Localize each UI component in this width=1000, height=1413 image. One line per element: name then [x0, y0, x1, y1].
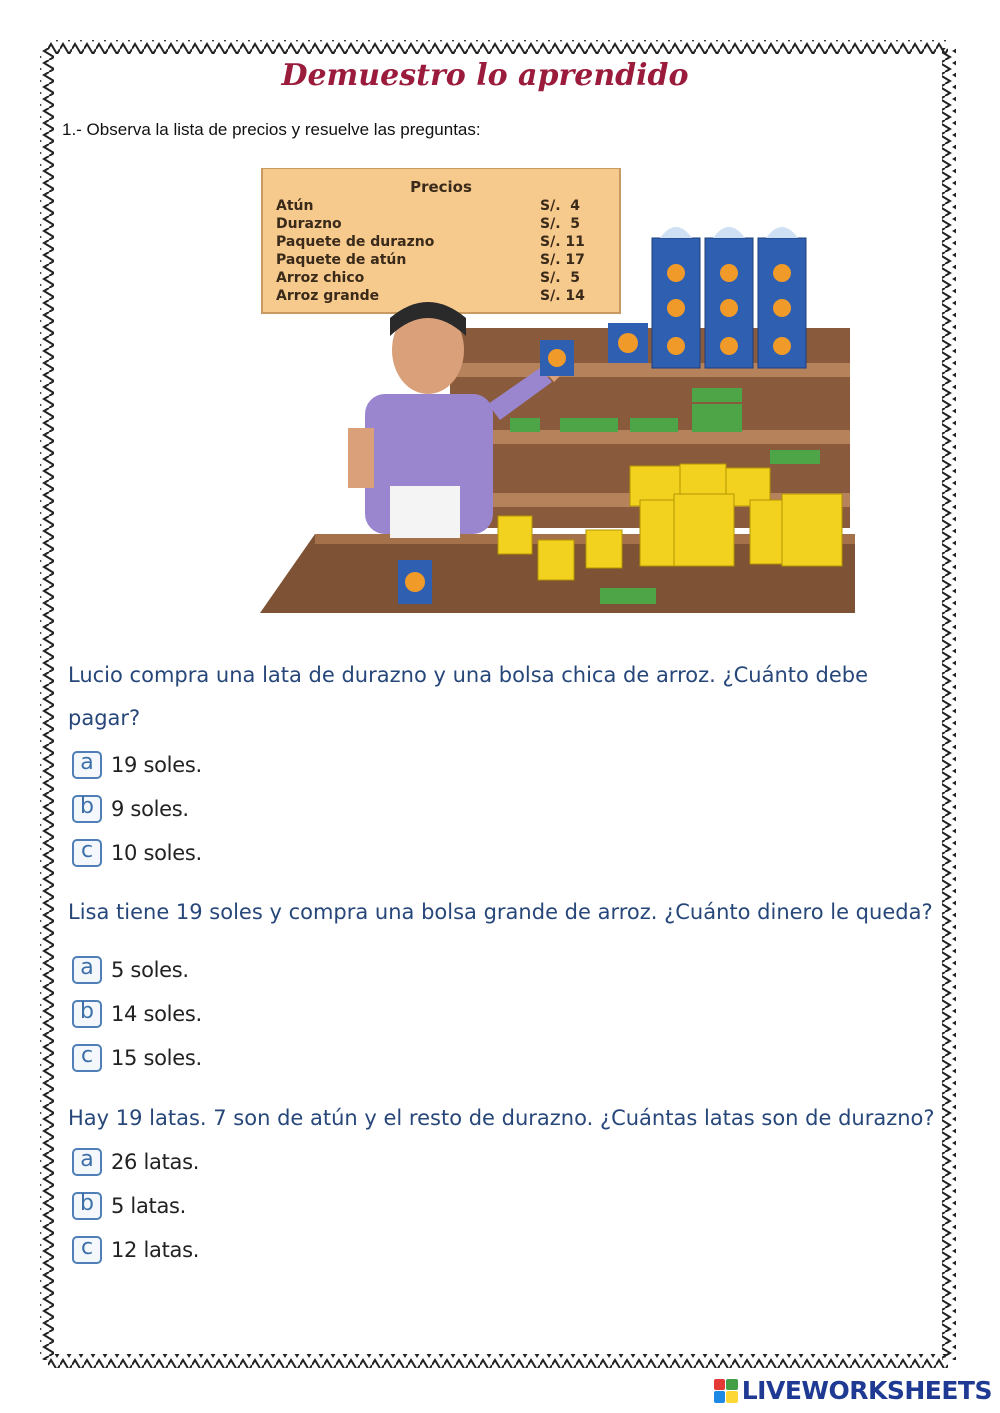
- price-value: S/. 5: [540, 216, 581, 232]
- price-value: S/. 11: [540, 234, 585, 250]
- option-letter-icon[interactable]: a: [72, 751, 102, 779]
- question-2-option-c[interactable]: [72, 1043, 202, 1073]
- price-item: Paquete de durazno: [276, 234, 435, 250]
- option-text: 14 soles.: [111, 1002, 202, 1026]
- price-value: S/. 5: [540, 270, 581, 286]
- option-text: 10 soles.: [111, 841, 202, 865]
- question-3-text: Hay 19 latas. 7 son de atún y el resto de durazno. ¿Cuántas latas son de durazno?: [68, 1106, 935, 1130]
- question-2-option-b[interactable]: [72, 999, 202, 1029]
- option-letter-icon[interactable]: a: [72, 956, 102, 984]
- option-letter-icon[interactable]: a: [72, 1148, 102, 1176]
- option-letter-icon[interactable]: c: [72, 1044, 102, 1072]
- option-text: 15 soles.: [111, 1046, 202, 1070]
- option-text: 26 latas.: [111, 1150, 200, 1174]
- option-letter-icon[interactable]: b: [72, 1192, 102, 1220]
- option-text: 9 soles.: [111, 797, 189, 821]
- question-1-option-a[interactable]: [72, 750, 202, 780]
- price-item: Atún: [276, 198, 314, 214]
- question-2-text: Lisa tiene 19 soles y compra una bolsa grande de arroz. ¿Cuánto dinero le queda?: [68, 900, 933, 924]
- price-value: S/. 4: [540, 198, 581, 214]
- question-1-line-1: Lucio compra una lata de durazno y una bolsa chica de arroz. ¿Cuánto debe: [68, 663, 869, 687]
- brand-name: LIVEWORKSHEETS: [741, 1376, 992, 1405]
- question-1-line-2: pagar?: [68, 706, 141, 730]
- store-illustration: [260, 168, 855, 613]
- option-text: 19 soles.: [111, 753, 202, 777]
- price-value: S/. 17: [540, 252, 585, 268]
- price-item: Paquete de atún: [276, 252, 407, 268]
- option-letter-icon[interactable]: c: [72, 839, 102, 867]
- price-board: [262, 168, 620, 313]
- option-letter-icon[interactable]: b: [72, 1000, 102, 1028]
- option-letter-icon[interactable]: b: [72, 795, 102, 823]
- question-1-option-b[interactable]: [72, 794, 189, 824]
- option-letter-icon[interactable]: c: [72, 1236, 102, 1264]
- price-item: Durazno: [276, 216, 342, 232]
- price-board-heading: Precios: [410, 178, 472, 196]
- option-text: 12 latas.: [111, 1238, 200, 1262]
- page-title: Demuestro lo aprendido: [281, 58, 689, 93]
- question-3-option-a[interactable]: [72, 1147, 199, 1177]
- question-3-option-c[interactable]: [72, 1235, 199, 1265]
- shelf-middle: [450, 430, 850, 444]
- liveworksheets-brand[interactable]: [714, 1376, 992, 1405]
- peach-can: [398, 560, 432, 604]
- question-1-option-c[interactable]: [72, 838, 202, 868]
- liveworksheets-logo-icon: [714, 1379, 738, 1403]
- question-3-option-b[interactable]: [72, 1191, 186, 1221]
- option-text: 5 soles.: [111, 958, 189, 982]
- price-item: Arroz grande: [276, 288, 380, 304]
- question-2-option-a[interactable]: [72, 955, 189, 985]
- option-text: 5 latas.: [111, 1194, 187, 1218]
- price-item: Arroz chico: [276, 270, 365, 286]
- price-value: S/. 14: [540, 288, 585, 304]
- instruction-text: 1.- Observa la lista de precios y resuelve las preguntas:: [62, 120, 481, 139]
